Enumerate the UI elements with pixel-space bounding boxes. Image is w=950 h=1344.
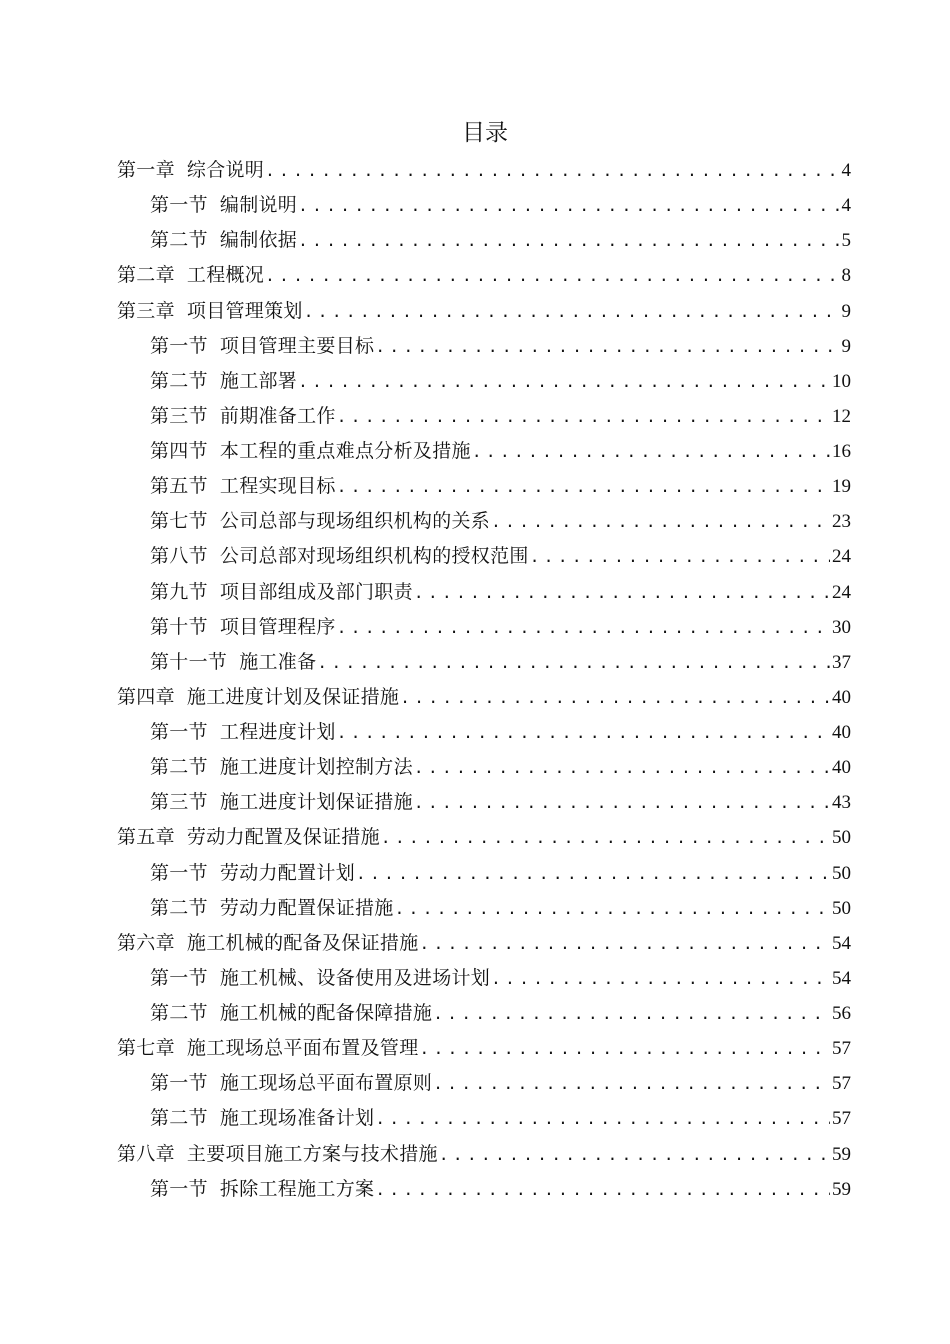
dot-leader [298,188,839,223]
toc-section-entry[interactable] [117,434,851,469]
dot-leader [298,223,839,258]
toc-entry-number: 第二节 [150,896,208,919]
toc-chapter-entry[interactable] [117,294,851,329]
toc-section-entry[interactable] [117,961,851,996]
toc-chapter-entry[interactable] [117,820,851,855]
dot-leader [414,785,830,820]
dot-leader [530,539,830,574]
toc-entry-label [150,434,471,469]
dot-leader [414,750,830,785]
toc-entry-label [150,364,297,399]
toc-section-entry[interactable] [117,1172,851,1207]
toc-entry-label [150,504,490,539]
toc-entry-label [117,1031,419,1066]
table-of-contents [117,153,851,1207]
toc-entry-label [150,645,316,680]
toc-entry-text: 施工进度计划保证措施 [219,791,413,814]
toc-section-entry[interactable] [117,785,851,820]
toc-entry-label [150,539,529,574]
toc-entry-text: 综合说明 [186,159,265,181]
toc-entry-label [117,926,419,961]
toc-entry-number: 第四章 [117,685,175,708]
toc-entry-label [150,1066,432,1101]
dot-leader [337,610,830,645]
toc-entry-number: 第六章 [117,931,175,954]
toc-page-number: 9 [841,300,851,322]
toc-page-number: 37 [832,651,851,673]
toc-entry-text: 公司总部与现场组织机构的关系 [219,510,491,533]
toc-entry-label [150,1172,374,1207]
toc-page-number: 24 [832,546,851,568]
toc-section-entry[interactable] [117,645,851,680]
toc-entry-number: 第七节 [150,510,208,533]
toc-entry-text: 项目管理主要目标 [219,334,375,357]
toc-page-number: 50 [832,897,851,919]
toc-entry-number: 第二章 [117,264,175,287]
toc-section-entry[interactable] [117,364,851,399]
toc-entry-number: 第一节 [150,1072,208,1095]
toc-entry-text: 施工机械的配备保障措施 [219,1002,433,1024]
toc-entry-text: 主要项目施工方案与技术措施 [186,1142,438,1165]
toc-page-number: 12 [832,405,851,427]
toc-entry-text: 公司总部对现场组织机构的授权范围 [219,545,529,568]
toc-entry-number: 第一节 [150,334,208,357]
toc-entry-text: 劳动力配置保证措施 [219,896,394,919]
toc-entry-number: 第七章 [117,1037,175,1060]
dot-leader [395,891,830,926]
dot-leader [317,645,830,680]
toc-entry-number: 第五章 [117,826,175,849]
toc-page-number: 43 [832,792,851,814]
toc-section-entry[interactable] [117,329,851,364]
dot-leader [356,856,830,891]
toc-entry-number: 第二节 [150,1107,208,1130]
toc-entry-label [117,258,264,293]
dot-leader [298,364,830,399]
dot-leader [400,680,830,715]
toc-entry-label [150,961,490,996]
dot-leader [433,996,830,1031]
toc-entry-text: 项目管理策划 [186,299,303,322]
toc-entry-number: 第一节 [150,721,208,743]
toc-entry-label [150,329,374,364]
toc-entry-label [150,399,336,434]
toc-entry-number: 第二节 [150,756,208,779]
toc-page-number: 56 [832,1003,851,1024]
toc-entry-number: 第二节 [150,1002,208,1024]
toc-section-entry[interactable] [117,1101,851,1136]
toc-entry-text: 施工进度计划及保证措施 [186,685,400,708]
toc-chapter-entry[interactable] [117,153,851,188]
toc-section-entry[interactable] [117,575,851,610]
toc-entry-label [150,188,297,223]
dot-leader [420,926,830,961]
toc-entry-text: 施工现场总平面布置原则 [219,1072,433,1095]
toc-page-number: 50 [832,862,851,884]
toc-chapter-entry[interactable] [117,1031,851,1066]
toc-page-number: 54 [832,967,851,989]
page-title: 目录 [462,120,508,146]
toc-section-entry[interactable] [117,539,851,574]
toc-page-number: 57 [832,1038,851,1060]
toc-entry-text: 编制依据 [219,229,298,252]
toc-entry-text: 拆除工程施工方案 [219,1177,375,1200]
toc-page-number: 5 [841,230,851,252]
toc-entry-text: 施工现场总平面布置及管理 [186,1037,419,1060]
dot-leader [433,1066,830,1101]
toc-entry-text: 编制说明 [219,194,298,217]
toc-entry-text: 工程进度计划 [219,721,336,743]
dot-leader [337,469,830,504]
toc-entry-text: 工程概况 [186,264,265,287]
toc-entry-label [150,750,413,785]
toc-page-number: 4 [841,195,851,217]
toc-entry-number: 第三节 [150,404,208,427]
toc-entry-number: 第一节 [150,966,208,989]
toc-entry-label [150,610,336,645]
toc-page-number: 4 [841,160,851,181]
toc-entry-number: 第四节 [150,440,208,462]
dot-leader [265,258,839,293]
toc-entry-text: 劳动力配置及保证措施 [186,826,380,849]
toc-entry-label [150,785,413,820]
toc-entry-number: 第二节 [150,229,208,252]
toc-entry-number: 第三节 [150,791,208,814]
toc-entry-number: 第一节 [150,194,208,217]
toc-section-entry[interactable] [117,1066,851,1101]
toc-entry-number: 第三章 [117,299,175,322]
toc-chapter-entry[interactable] [117,1137,851,1172]
toc-page-number: 57 [832,1108,851,1130]
toc-entry-text: 施工部署 [219,369,298,392]
toc-entry-text: 本工程的重点难点分析及措施 [219,440,471,462]
toc-page-number: 23 [832,511,851,533]
toc-section-entry[interactable] [117,750,851,785]
toc-section-entry[interactable] [117,469,851,504]
dot-leader [375,1172,830,1207]
toc-page-number: 54 [832,932,851,954]
toc-entry-text: 项目部组成及部门职责 [219,580,413,603]
toc-entry-label [150,715,336,750]
dot-leader [414,575,830,610]
dot-leader [491,504,830,539]
toc-entry-number: 第九节 [150,580,208,603]
toc-entry-number: 第一节 [150,1177,208,1200]
toc-entry-text: 施工进度计划控制方法 [219,756,413,779]
toc-section-entry[interactable] [117,188,851,223]
toc-section-entry[interactable] [117,223,851,258]
toc-page-number: 50 [832,827,851,849]
toc-page-number: 8 [841,265,851,287]
toc-page-number: 16 [832,441,851,462]
dot-leader [381,820,830,855]
toc-entry-number: 第五节 [150,475,208,498]
toc-section-entry[interactable] [117,399,851,434]
dot-leader [491,961,830,996]
toc-entry-number: 第八章 [117,1142,175,1165]
toc-page-number: 19 [832,476,851,498]
dot-leader [304,294,840,329]
toc-entry-label [117,153,264,188]
toc-page-number: 40 [832,722,851,743]
toc-page-number: 10 [832,370,851,392]
toc-entry-number: 第八节 [150,545,208,568]
toc-entry-text: 项目管理程序 [219,615,336,638]
dot-leader [439,1137,830,1172]
dot-leader [375,329,839,364]
toc-chapter-entry[interactable] [117,680,851,715]
toc-entry-label [150,1101,374,1136]
toc-entry-text: 施工准备 [239,650,317,673]
toc-entry-text: 工程实现目标 [219,475,336,498]
toc-section-entry[interactable] [117,996,851,1031]
toc-page-number: 40 [832,757,851,779]
toc-entry-text: 施工现场准备计划 [219,1107,375,1130]
toc-entry-text: 前期准备工作 [219,404,336,427]
toc-chapter-entry[interactable] [117,926,851,961]
toc-entry-text: 施工机械的配备及保证措施 [186,931,419,954]
toc-page-number: 40 [832,686,851,708]
toc-entry-number: 第二节 [150,369,208,392]
toc-entry-label [150,575,413,610]
dot-leader [375,1101,830,1136]
dot-leader [265,153,839,188]
toc-entry-number: 第十节 [150,615,208,638]
dot-leader [337,715,830,750]
toc-section-entry[interactable] [117,891,851,926]
toc-page-number: 30 [832,616,851,638]
toc-entry-label [117,294,303,329]
toc-entry-label [150,996,432,1031]
dot-leader [337,399,830,434]
toc-page-number: 57 [832,1073,851,1095]
toc-entry-number: 第十一节 [150,650,228,673]
toc-entry-text: 施工机械、设备使用及进场计划 [219,966,491,989]
toc-entry-label [150,223,297,258]
toc-section-entry[interactable] [117,610,851,645]
toc-chapter-entry[interactable] [117,258,851,293]
toc-page-number: 59 [832,1178,851,1200]
toc-entry-label [117,1137,438,1172]
toc-page-number: 9 [841,335,851,357]
toc-entry-text: 劳动力配置计划 [219,861,356,884]
toc-entry-label [150,891,394,926]
toc-entry-label [117,680,399,715]
toc-entry-number: 第一节 [150,861,208,884]
toc-entry-label [150,856,355,891]
toc-entry-number: 第一章 [117,159,175,181]
toc-entry-label [117,820,380,855]
toc-section-entry[interactable] [117,715,851,750]
toc-page-number: 24 [832,581,851,603]
toc-section-entry[interactable] [117,504,851,539]
toc-page-number: 59 [832,1143,851,1165]
dot-leader [472,434,830,469]
dot-leader [420,1031,830,1066]
toc-section-entry[interactable] [117,856,851,891]
toc-entry-label [150,469,336,504]
